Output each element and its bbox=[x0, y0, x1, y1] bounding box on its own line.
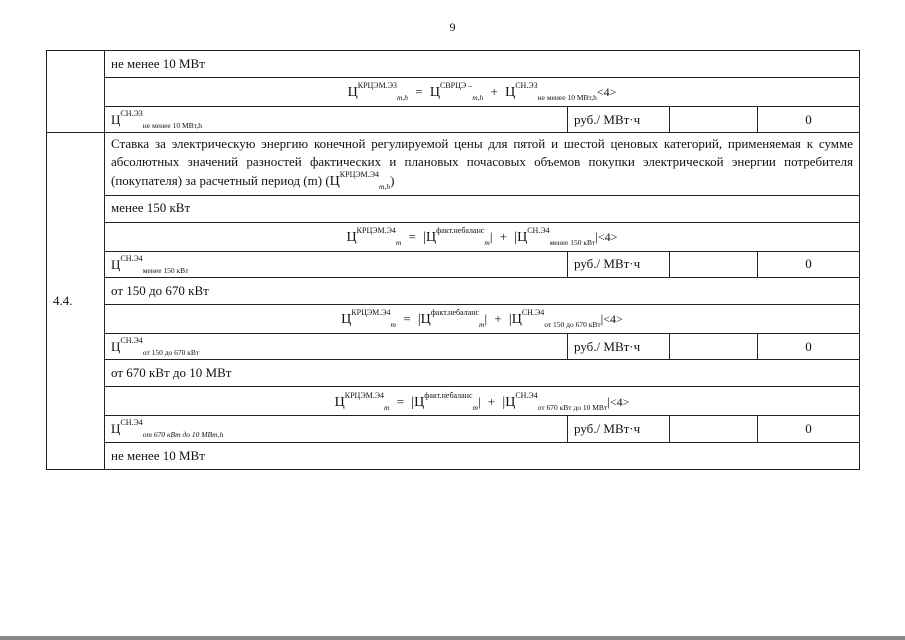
row-number-cell bbox=[47, 51, 105, 133]
table-row bbox=[47, 442, 860, 469]
tariff-table bbox=[46, 50, 860, 470]
table-row bbox=[47, 78, 860, 107]
band-label: от 670 кВт до 10 МВт bbox=[105, 360, 860, 387]
table-row bbox=[47, 387, 860, 416]
value-cell: 0 bbox=[758, 107, 860, 133]
empty-cell bbox=[670, 107, 758, 133]
formula: $Ц^{КРЦЭМ.Э3}_{m,h} = Ц^{СВРЦЭ -}_{m,h} + Ц^{СН.Э3}_{не менее 10 МВт,h}<4>$ bbox=[105, 78, 860, 107]
page-bottom-edge bbox=[0, 636, 905, 640]
band-label: не менее 10 МВт bbox=[105, 442, 860, 469]
unit-cell: руб./ МВт·ч bbox=[568, 333, 670, 359]
empty-cell bbox=[670, 333, 758, 359]
unit-cell: руб./ МВт·ч bbox=[568, 251, 670, 277]
band-label: от 150 до 670 кВт bbox=[105, 277, 860, 304]
table-row bbox=[47, 360, 860, 387]
table-row bbox=[47, 133, 860, 195]
table-row bbox=[47, 277, 860, 304]
band-label: менее 150 кВт bbox=[105, 195, 860, 222]
empty-cell bbox=[670, 416, 758, 442]
page-number: 9 bbox=[449, 20, 456, 34]
formula: $Ц^{КРЦЭМ.Э4}_m = |Ц^{факт.небаланс}_m| + |Ц^{СН.Э4}_{от 150 до 670 кВт}|<4>$ bbox=[105, 304, 860, 333]
table-row bbox=[47, 195, 860, 222]
tariff-code: $Ц^{СН.Э4}_{менее 150 кВт}$ bbox=[105, 251, 568, 277]
table-row bbox=[47, 251, 860, 277]
band-label: не менее 10 МВт bbox=[105, 51, 860, 78]
value-cell: 0 bbox=[758, 333, 860, 359]
tariff-code: $Ц^{СН.Э4}_{от 150 до 670 кВт}$ bbox=[105, 333, 568, 359]
table-row bbox=[47, 222, 860, 251]
empty-cell bbox=[670, 251, 758, 277]
unit-cell: руб./ МВт·ч bbox=[568, 416, 670, 442]
formula: $Ц^{КРЦЭМ.Э4}_m = |Ц^{факт.небаланс}_m| + |Ц^{СН.Э4}_{от 670 кВт до 10 МВт}|<4>$ bbox=[105, 387, 860, 416]
value-cell: 0 bbox=[758, 416, 860, 442]
table-row bbox=[47, 51, 860, 78]
formula: $Ц^{КРЦЭМ.Э4}_m = |Ц^{факт.небаланс}_m| + |Ц^{СН.Э4}_{менее 150 кВт}|<4>$ bbox=[105, 222, 860, 251]
row-number-cell: 4.4. bbox=[47, 133, 105, 469]
value-cell: 0 bbox=[758, 251, 860, 277]
table-row bbox=[47, 304, 860, 333]
tariff-code: $Ц^{СН.Э3}_{не менее 10 МВт,h}$ bbox=[105, 107, 568, 133]
section-description: Ставка за электрическую энергию конечной регулируемой цены для пятой и шестой ценовых категорий, применяемая к сумме абсолютных значений разностей фактических и плановых почасовых объемов покупки электрической энергии потребителя (покупателя) за расчетный период (m) $(Ц^{КРЦЭМ.Э4}_{m,h})$ bbox=[105, 133, 860, 195]
table-row bbox=[47, 416, 860, 442]
table-row bbox=[47, 333, 860, 359]
table-row bbox=[47, 107, 860, 133]
tariff-code: $Ц^{СН.Э4}_{от 670 кВт до 10 МВт,h}$ bbox=[105, 416, 568, 442]
unit-cell: руб./ МВт·ч bbox=[568, 107, 670, 133]
